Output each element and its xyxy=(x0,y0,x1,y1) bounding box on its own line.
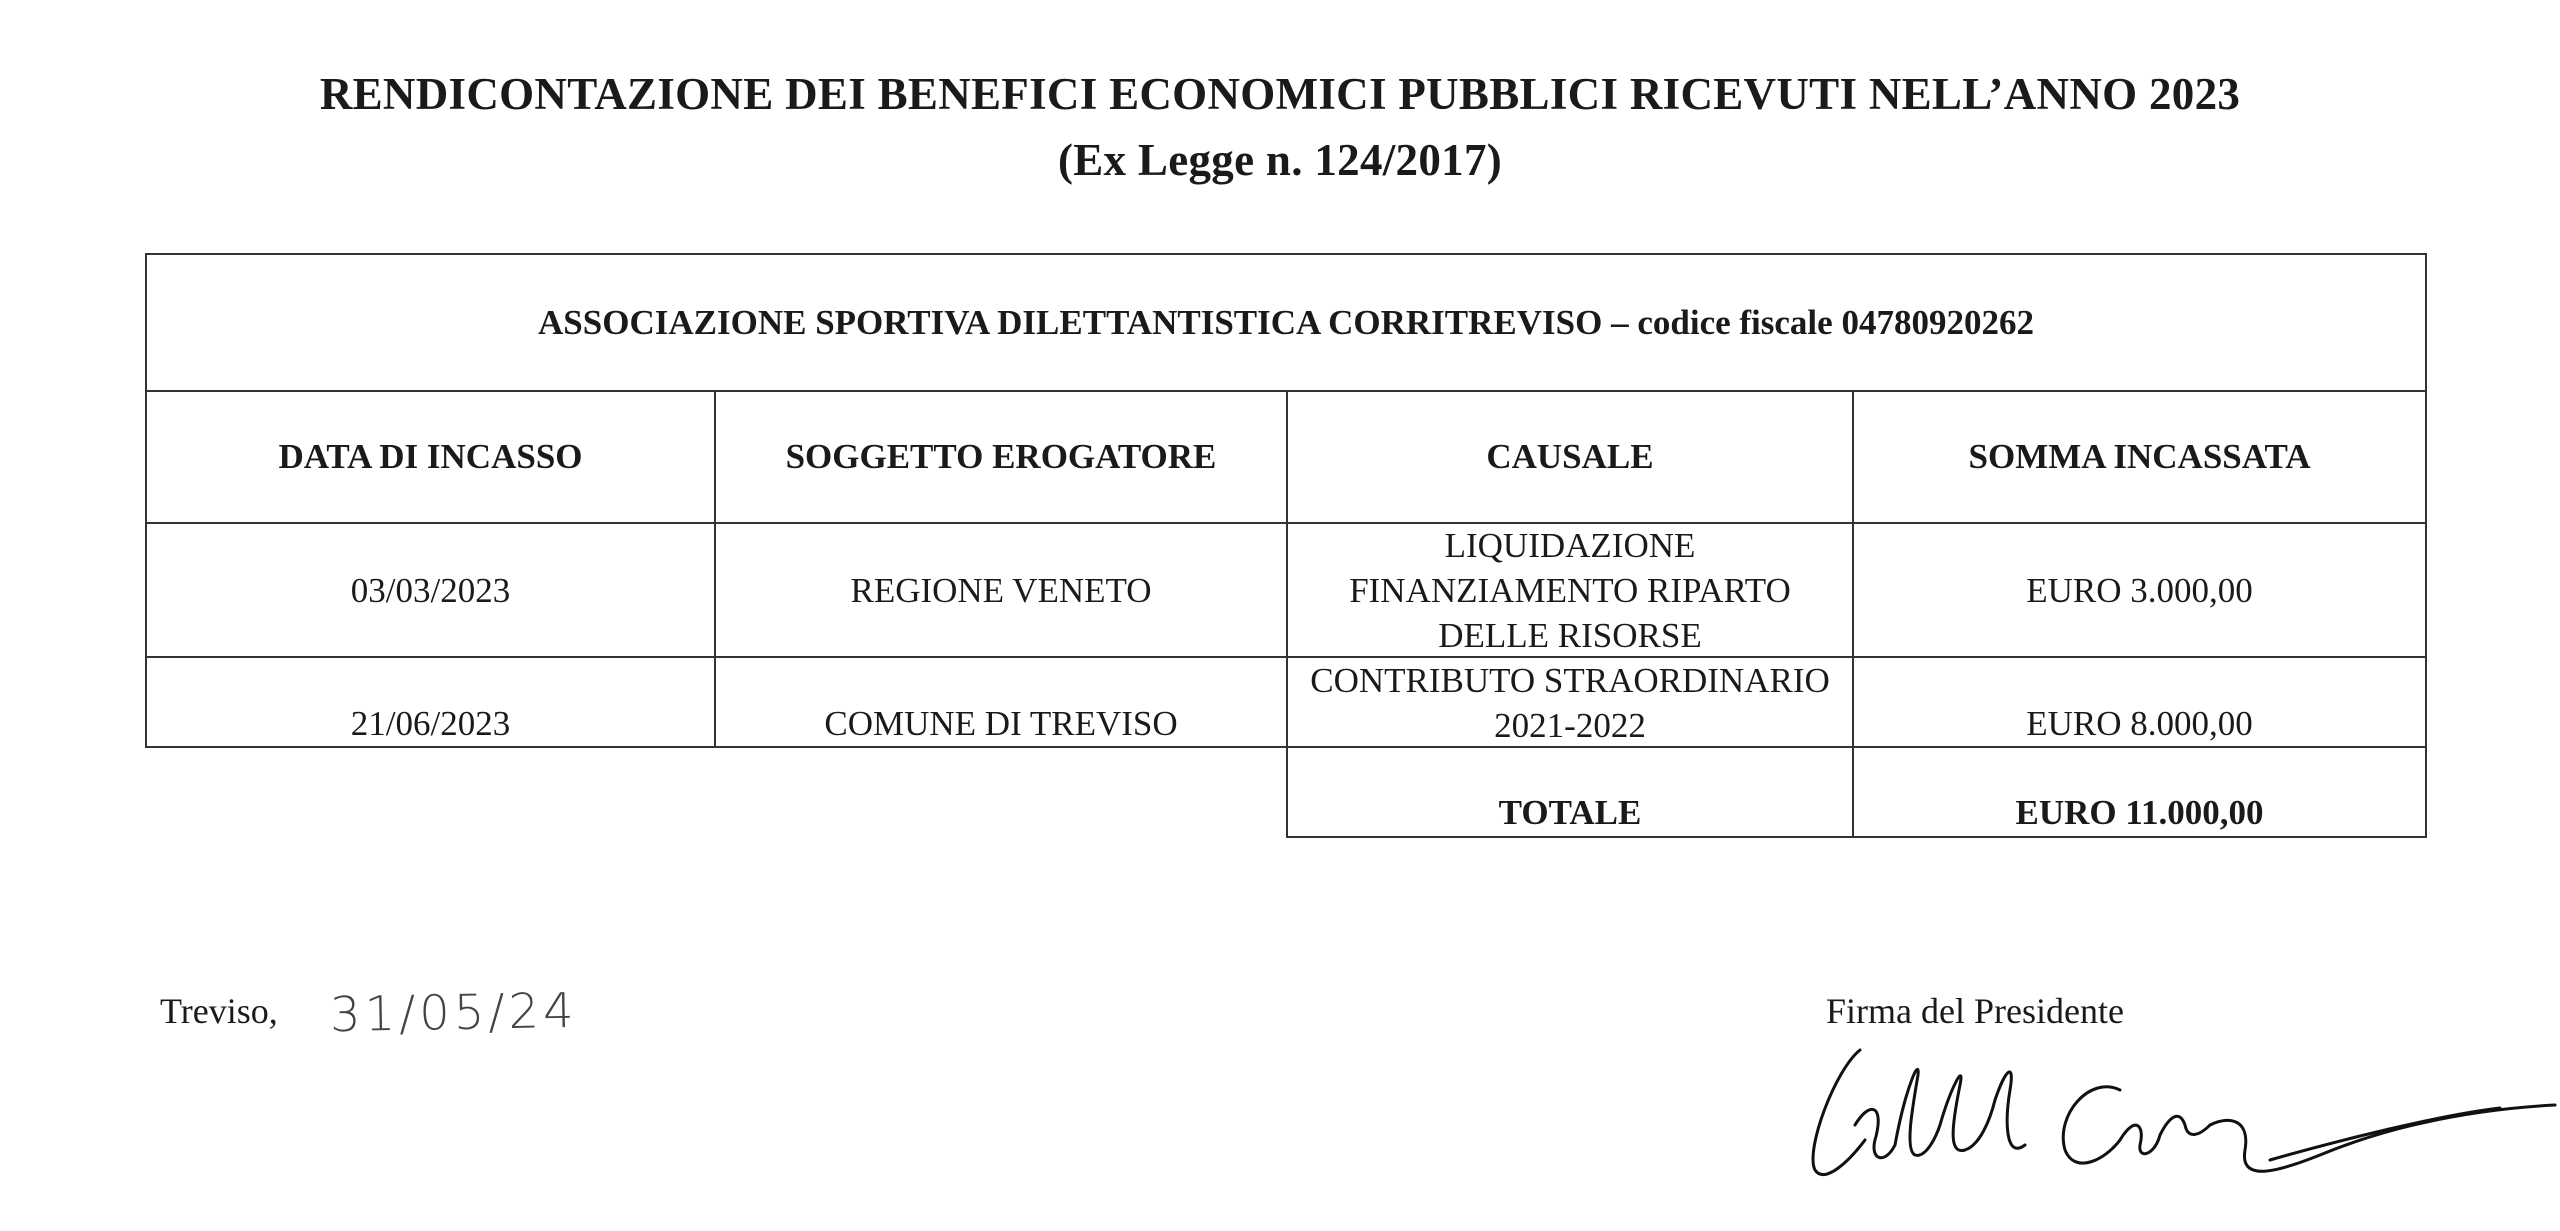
header-amount: SOMMA INCASSATA xyxy=(1968,437,2311,476)
document-subtitle: (Ex Legge n. 124/2017) xyxy=(1057,135,1503,185)
header-date: DATA DI INCASSO xyxy=(278,437,583,476)
row-2-payer: COMUNE DI TREVISO xyxy=(824,703,1178,743)
header-payer: SOGGETTO EROGATORE xyxy=(785,437,1217,476)
row-1-payer: REGIONE VENETO xyxy=(850,570,1152,610)
row-1-date: 03/03/2023 xyxy=(350,570,511,610)
row-1-reason: LIQUIDAZIONE FINANZIAMENTO RIPARTO DELLE RISORSE xyxy=(1349,525,1791,655)
row-2-date: 21/06/2023 xyxy=(350,703,511,743)
organization-name: ASSOCIAZIONE SPORTIVA DILETTANTISTICA CORRITREVISO – codice fiscale 04780920262 xyxy=(538,302,2034,342)
place-label: Treviso, xyxy=(160,991,278,1031)
handwritten-date: 31/05/24 xyxy=(329,982,579,1044)
row-2-amount: EURO 8.000,00 xyxy=(2026,703,2253,743)
row-1-amount: EURO 3.000,00 xyxy=(2026,570,2253,610)
document-title: RENDICONTAZIONE DEI BENEFICI ECONOMICI PUBBLICI RICEVUTI NELL’ANNO 2023 xyxy=(319,69,2241,119)
president-signature xyxy=(1800,1030,2560,1210)
row-2-reason: CONTRIBUTO STRAORDINARIO 2021-2022 xyxy=(1310,661,1830,745)
total-amount: EURO 11.000,00 xyxy=(2015,793,2264,832)
total-label: TOTALE xyxy=(1498,793,1642,832)
header-reason: CAUSALE xyxy=(1486,437,1654,476)
signature-label: Firma del Presidente xyxy=(1826,991,2124,1031)
